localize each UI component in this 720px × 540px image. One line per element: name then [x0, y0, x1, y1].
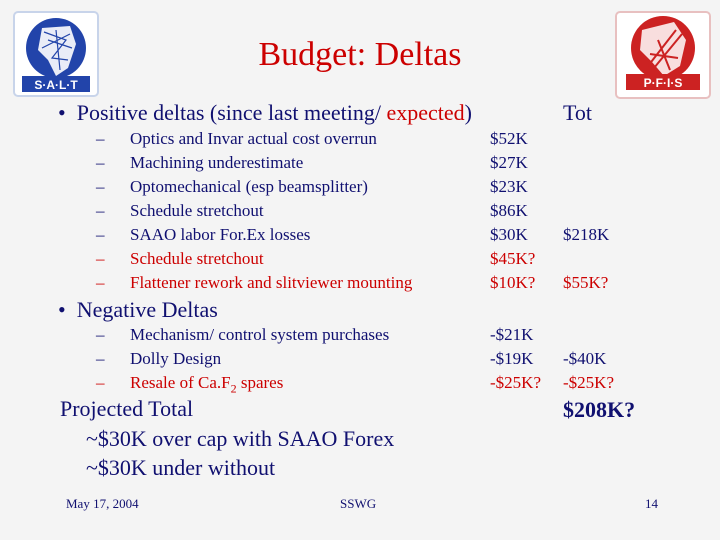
projected-line1: ~$30K over cap with SAAO Forex — [86, 426, 395, 451]
page-number: 14 — [645, 496, 658, 511]
footer-date: May 17, 2004 — [66, 496, 139, 511]
positive-heading-expected: expected — [386, 100, 465, 125]
positive-item-label: – Schedule stretchout — [96, 249, 264, 268]
negative-item-label: – Resale of $Ca.F_2$ spares — [96, 373, 284, 396]
negative-item-label: – Mechanism/ control system purchases — [96, 325, 390, 344]
positive-item-label: – Machining underestimate — [96, 153, 304, 172]
projected-label: Projected Total — [60, 396, 194, 421]
positive-item-label: – Optomechanical (esp beamsplitter) — [96, 177, 368, 196]
positive-item-tot: $55K? — [563, 273, 609, 292]
positive-item-value: $86K — [490, 201, 528, 220]
negative-item-value: -$19K — [490, 349, 534, 368]
negative-item-value: -$25K? — [490, 373, 541, 392]
positive-item-value: $23K — [490, 177, 528, 196]
bullet-dot: • — [58, 297, 66, 322]
negative-item-label: – Dolly Design — [96, 349, 222, 368]
negative-item-tot: -$25K? — [563, 373, 614, 392]
positive-item-label: – SAAO labor For.Ex losses — [96, 225, 311, 244]
positive-item-value: $52K — [490, 129, 528, 148]
salt-logo-text: S·A·L·T — [34, 78, 78, 92]
negative-item-value: -$21K — [490, 325, 534, 344]
positive-item-value: $45K? — [490, 249, 536, 268]
negative-item-tot: -$40K — [563, 349, 607, 368]
positive-heading-post: ) — [464, 100, 472, 125]
bullet-dot: • — [58, 100, 66, 125]
positive-item-value: $10K? — [490, 273, 536, 292]
negative-heading-text: Negative Deltas — [76, 297, 218, 322]
positive-item-label: – Flattener rework and slitviewer mounting — [96, 273, 413, 292]
projected-line2: ~$30K under without — [86, 455, 276, 480]
positive-heading-pre: Positive deltas (since last meeting/ — [76, 100, 387, 125]
tot-label: Tot — [563, 100, 593, 125]
positive-heading — [58, 100, 472, 126]
positive-item-value: $27K — [490, 153, 528, 172]
positive-item-value: $30K — [490, 225, 528, 244]
positive-item-label: – Schedule stretchout — [96, 201, 264, 220]
footer-center: SSWG — [340, 496, 377, 511]
slide-title: Budget: Deltas — [258, 36, 462, 73]
pfis-logo-text: P·F·I·S — [643, 76, 683, 90]
negative-heading — [58, 297, 218, 323]
projected-total: $208K? — [563, 397, 636, 422]
positive-item-tot: $218K — [563, 225, 610, 244]
positive-item-label: – Optics and Invar actual cost overrun — [96, 129, 377, 148]
